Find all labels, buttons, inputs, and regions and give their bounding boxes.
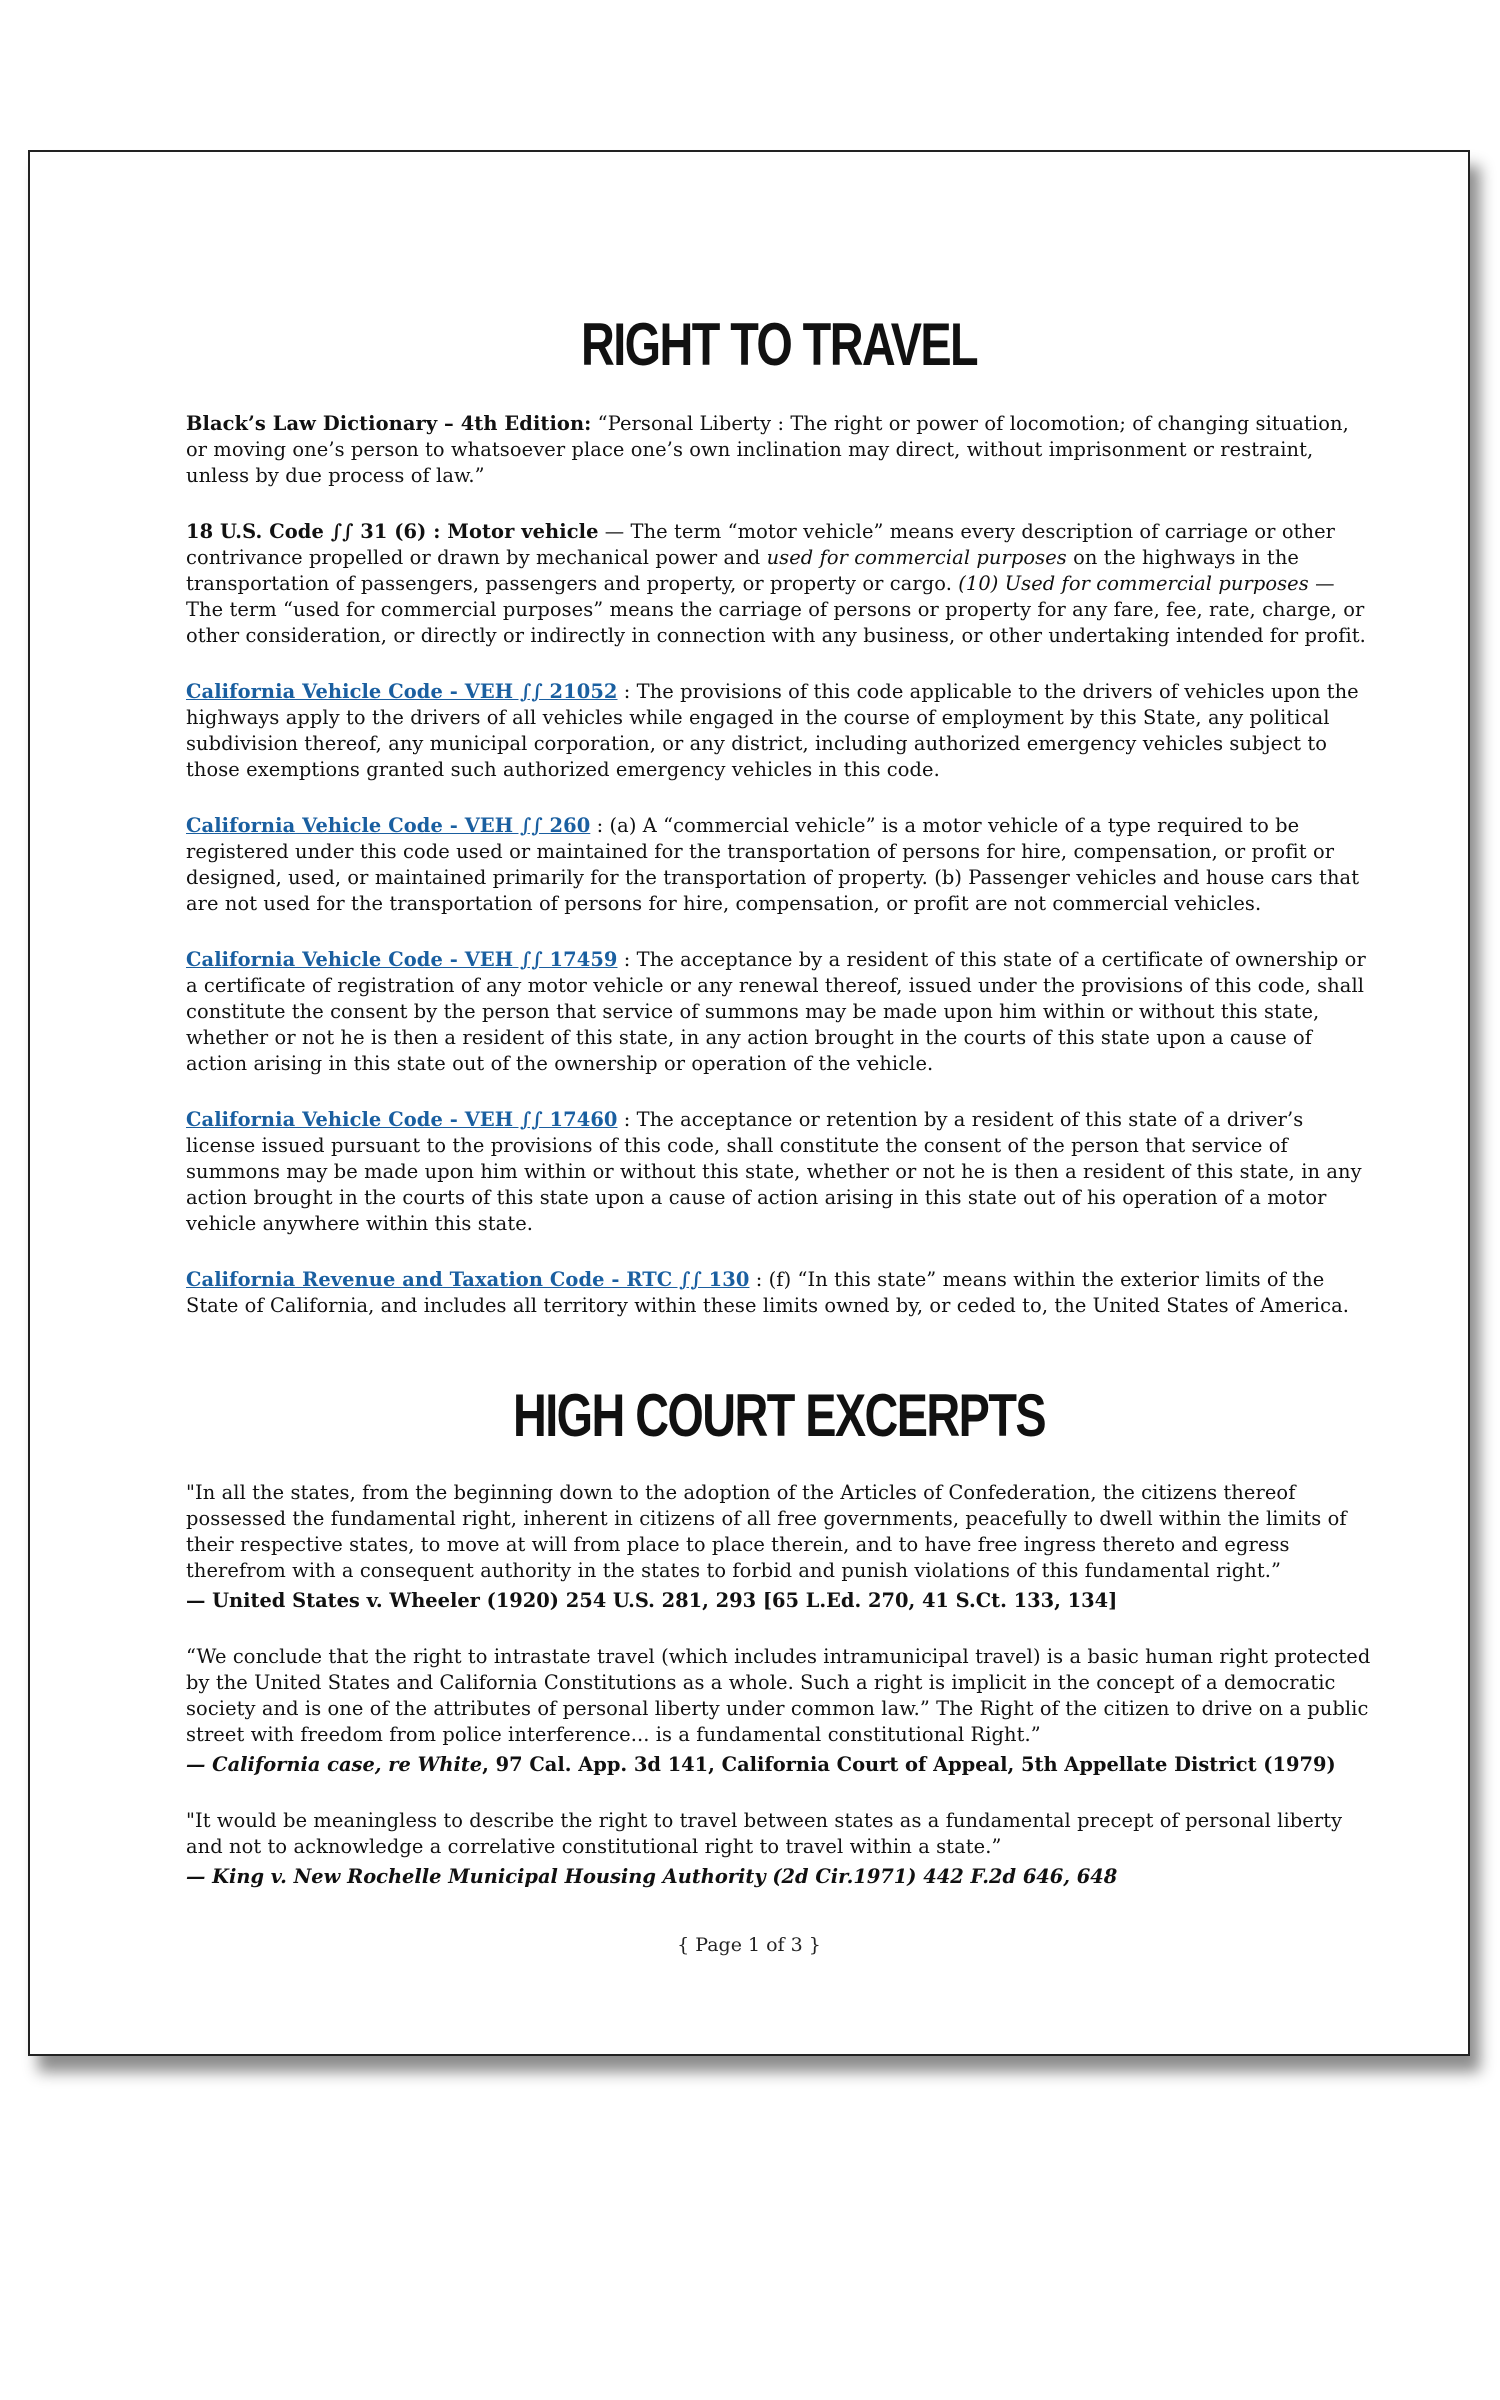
definition-text: : The provisions of this code applicable to the drivers of vehicles upon the highways apply to the drivers of all vehicles while engaged in the course of employment by this State, any political subdivision thereof, any municipal corporation, or any district, including authorized emergency vehicles subject to those exemptions granted such authorized emergency vehicles in this code. xyxy=(186,680,1359,781)
definition-text: : The acceptance by a resident of this state of a certificate of ownership or a certificate of registration of any motor vehicle or any renewal thereof, issued under the provisions of this code, shall constitute the consent by the person that service of summons may be made upon him within or without this state, whether or not he is then a resident of this state, in any action brought in the courts of this state upon a cause of action arising in this state out of the ownership or operation of the vehicle. xyxy=(186,948,1366,1075)
definition-source: 18 U.S. Code ∫∫ 31 (6) : Motor vehicle xyxy=(186,520,599,543)
definition-rtc-130 xyxy=(186,1267,1372,1319)
excerpt-cite-king xyxy=(186,1864,1372,1890)
excerpt-quote-white: “We conclude that the right to intrastate travel (which includes intramunicipal travel) is a basic human right protected by the United States and California Constitutions as a whole. Such a right is implicit in the concept of a democratic society and is one of the attributes of personal liberty under common law.” The Right of the citizen to drive on a public street with freedom from police interference... is a fundamental constitutional Right.” xyxy=(186,1645,1371,1746)
definition-text: : (f) “In this state” means within the exterior limits of the State of California, and includes all territory within these limits owned by, or ceded to, the United States of America. xyxy=(186,1268,1349,1317)
definition-veh-17460 xyxy=(186,1107,1372,1237)
excerpt-quote-king: "It would be meaningless to describe the right to travel between states as a fundamental precept of personal liberty and not to acknowledge a correlative constitutional right to travel within a state.” xyxy=(186,1809,1343,1858)
definition-text: on the highways in the transportation of passengers, passengers and property, or property or cargo. xyxy=(186,546,1299,595)
veh-21052-link[interactable]: California Vehicle Code - VEH ∫∫ 21052 xyxy=(186,680,618,703)
definition-emphasis: used for commercial purposes xyxy=(766,546,1067,569)
definition-blacks-law xyxy=(186,411,1372,489)
rtc-130-link[interactable]: California Revenue and Taxation Code - RTC ∫∫ 130 xyxy=(186,1268,750,1291)
definition-usc-motor-vehicle xyxy=(186,519,1372,649)
definition-veh-21052 xyxy=(186,679,1372,783)
veh-17459-link[interactable]: California Vehicle Code - VEH ∫∫ 17459 xyxy=(186,948,618,971)
definition-veh-260 xyxy=(186,813,1372,917)
excerpt-cite-wheeler: — United States v. Wheeler (1920) 254 U.S. 281, 293 [65 L.Ed. 270, 41 S.Ct. 133, 134] xyxy=(186,1589,1118,1612)
definition-veh-17459 xyxy=(186,947,1372,1077)
definition-text: : (a) A “commercial vehicle” is a motor vehicle of a type required to be registered under this code used or maintained for the transportation of persons for hire, compensation, or profit or designed, used, or maintained primarily for the transportation of property. (b) Passenger vehicles and house cars that are not used for the transportation of persons for hire, compensation, or profit are not commercial vehicles. xyxy=(186,814,1360,915)
definition-source: Black’s Law Dictionary – 4th Edition: xyxy=(186,412,592,435)
excerpt-cite-white xyxy=(186,1752,1372,1778)
page-content xyxy=(186,310,1372,1920)
cite-dash: — xyxy=(186,1753,213,1776)
definition-text: : The acceptance or retention by a resident of this state of a driver’s license issued pursuant to the provisions of this code, shall constitute the consent of the person that service of summons may be made upon him within or without this state, whether or not he is then a resident of this state, in any action brought in the courts of this state upon a cause of action arising in this state out of his operation of a motor vehicle anywhere within this state. xyxy=(186,1108,1362,1235)
definition-emphasis: (10) Used for commercial purposes xyxy=(958,572,1309,595)
veh-17460-link[interactable]: California Vehicle Code - VEH ∫∫ 17460 xyxy=(186,1108,618,1131)
cite-reference: , 97 Cal. App. 3d 141, California Court of Appeal, 5th Appellate District (1979) xyxy=(482,1753,1336,1776)
definition-text: — The term “motor vehicle” means every description of carriage or other contrivance propelled or drawn by mechanical power and xyxy=(186,520,1336,569)
definition-text: “Personal Liberty : The right or power of locomotion; of changing situation, or moving one’s person to whatsoever place one’s own inclination may direct, without imprisonment or restraint, unless by due process of law.” xyxy=(186,412,1349,487)
cite-case-name: — King v. New Rochelle Municipal Housing Authority (2d Cir.1971) 442 F.2d 646, 648 xyxy=(186,1865,1118,1888)
veh-260-link[interactable]: California Vehicle Code - VEH ∫∫ 260 xyxy=(186,814,591,837)
excerpt-quote-wheeler: "In all the states, from the beginning down to the adoption of the Articles of Confederation, the citizens thereof possessed the fundamental right, inherent in citizens of all free governments, peacefully to dwell within the limits of their respective states, to move at will from place to place therein, and to have free ingress thereto and egress therefrom with a consequent authority in the states to forbid and punish violations of this fundamental right.” xyxy=(186,1481,1347,1582)
page-title: RIGHT TO TRAVEL xyxy=(580,311,978,378)
section-title-court-excerpts: HIGH COURT EXCERPTS xyxy=(512,1382,1046,1449)
definition-text: — The term “used for commercial purposes” means the carriage of persons or property for any fare, fee, rate, charge, or other consideration, or directly or indirectly in connection with any business, or other undertaking intended for profit. xyxy=(186,572,1366,647)
cite-case-name: California case, re White xyxy=(212,1753,483,1776)
document-page xyxy=(28,150,1470,2056)
page-number: { Page 1 of 3 } xyxy=(677,1934,821,1956)
